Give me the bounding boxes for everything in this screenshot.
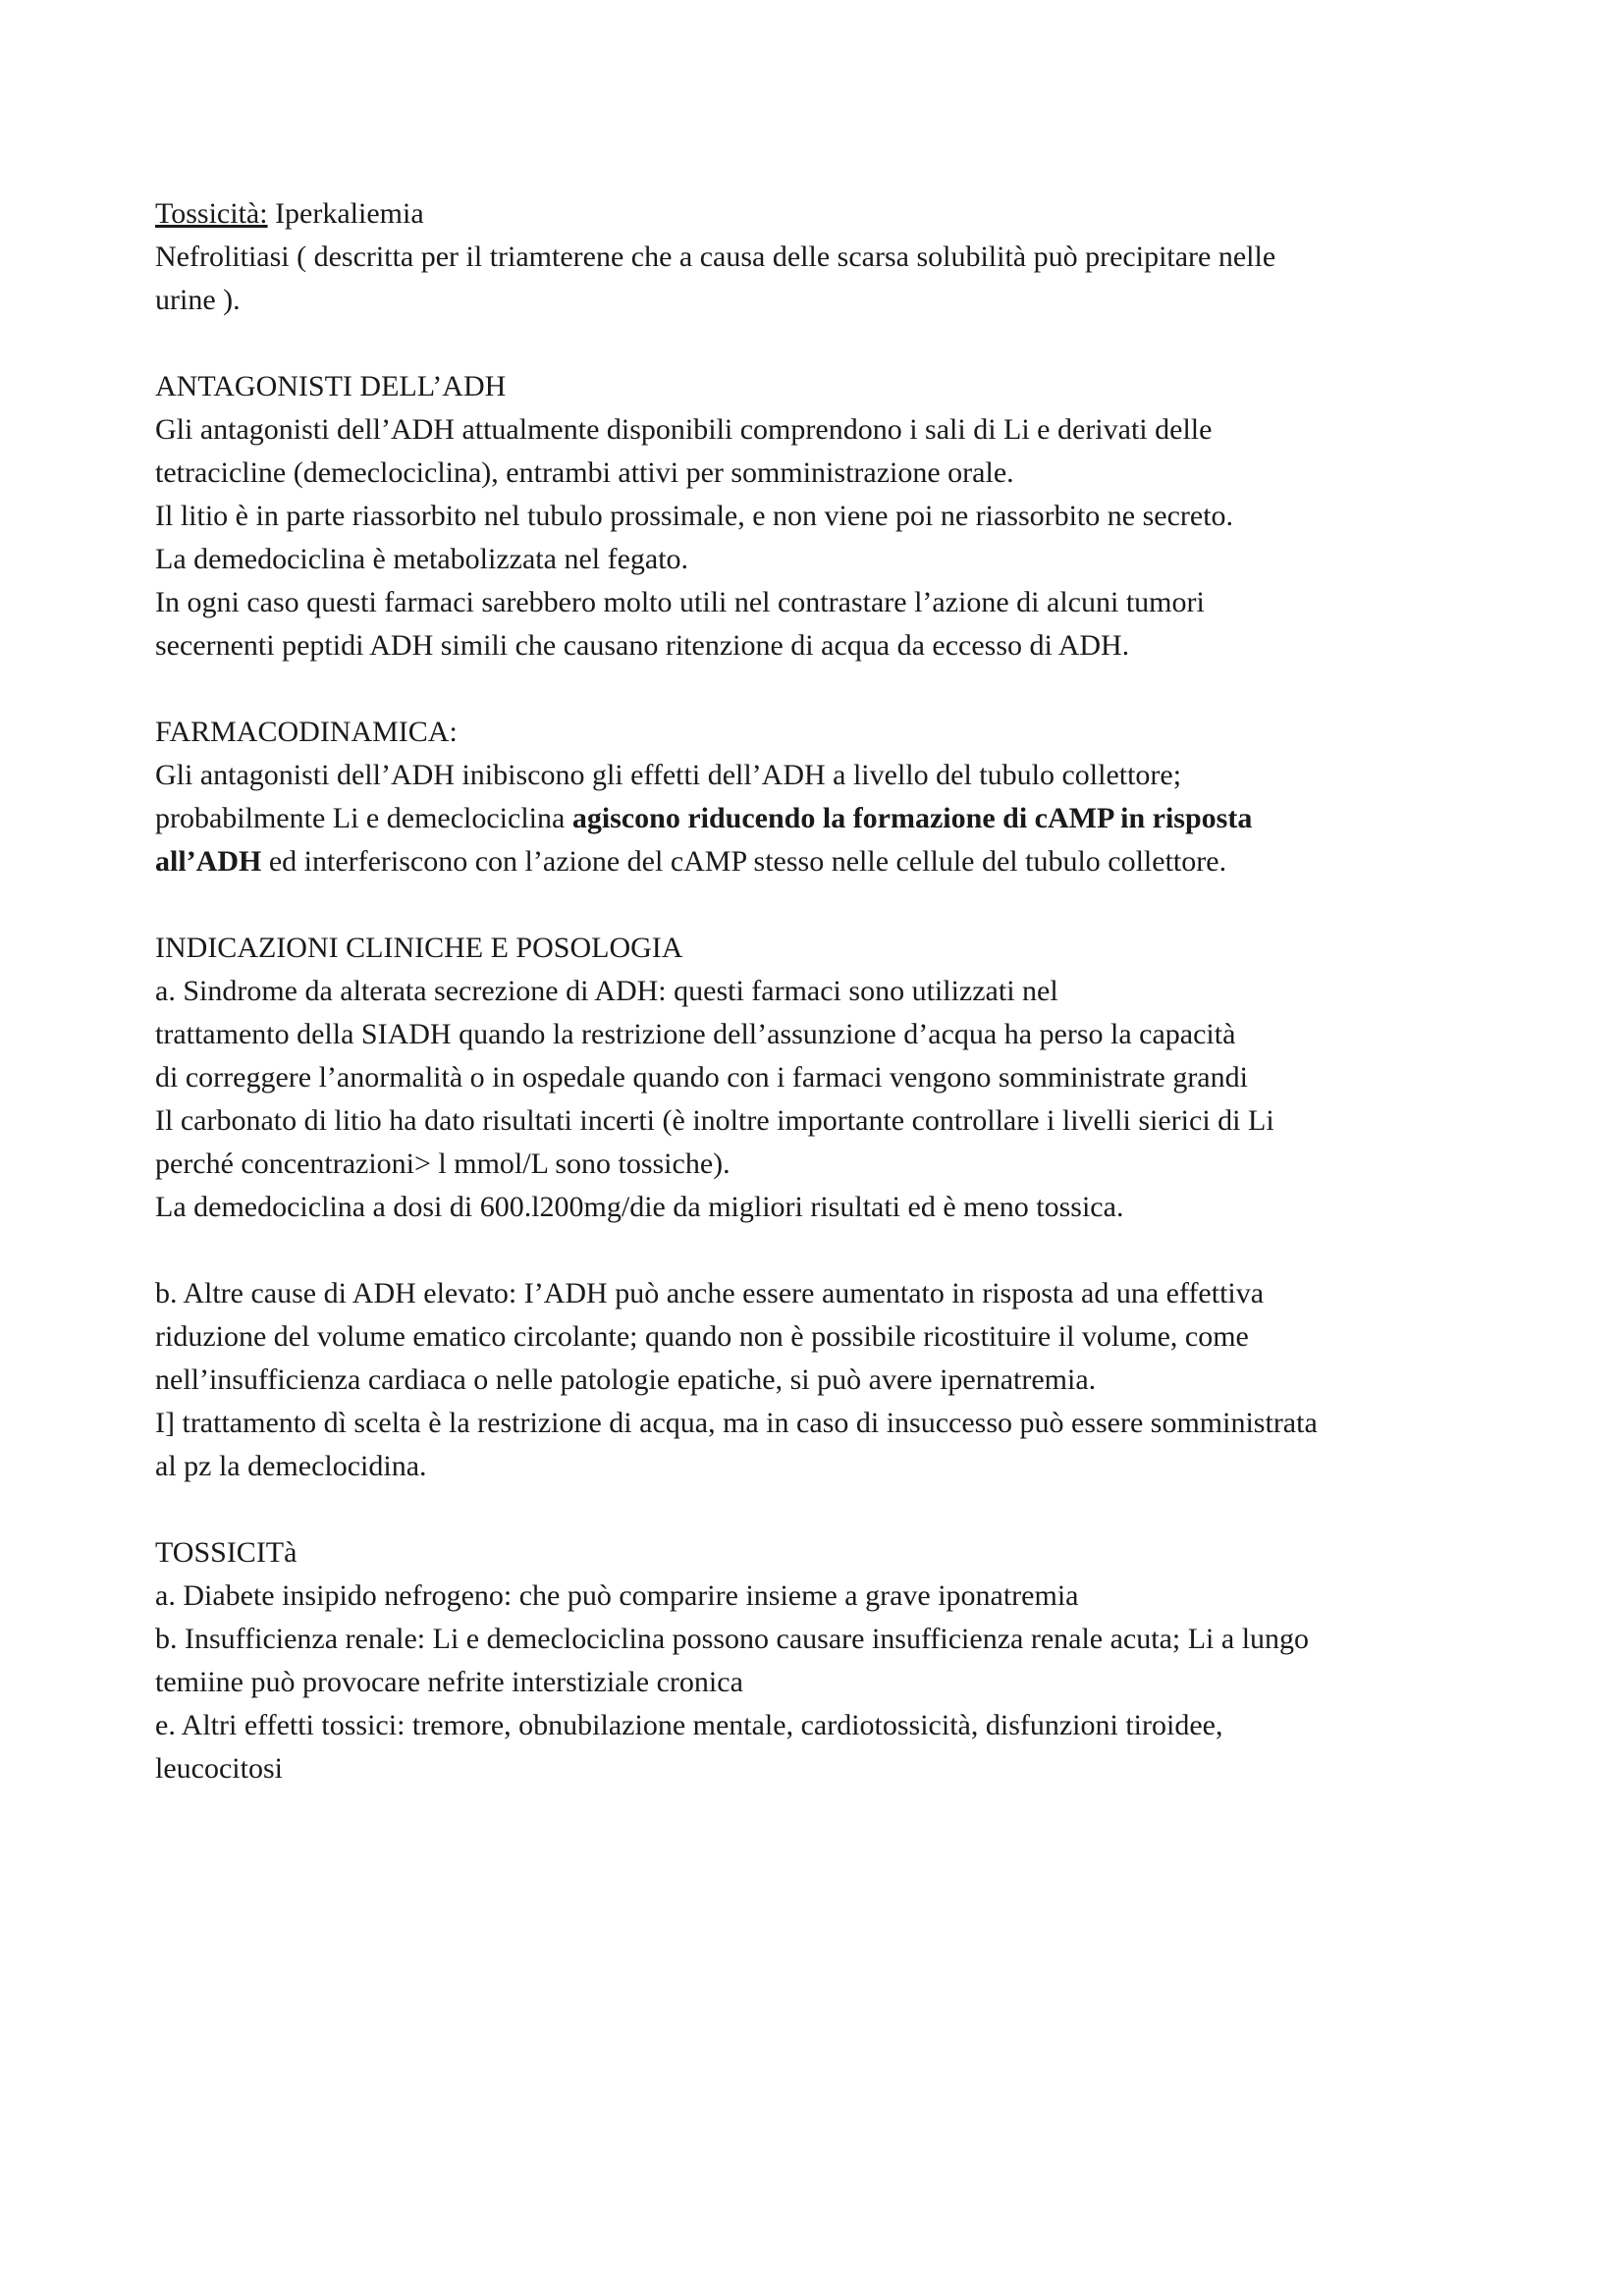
section-heading: ANTAGONISTI DELL’ADH bbox=[155, 370, 507, 402]
paragraph-line: Il carbonato di litio ha dato risultati incerti (è inoltre importante controllare i livelli sierici di Li bbox=[155, 1104, 1274, 1137]
paragraph-line: I] trattamento dì scelta è la restrizione di acqua, ma in caso di insuccesso può essere somministrata bbox=[155, 1407, 1318, 1439]
section-heading: TOSSICITà bbox=[155, 1536, 298, 1569]
section-heading: INDICAZIONI CLINICHE E POSOLOGIA bbox=[155, 932, 683, 964]
paragraph-line: nell’insufficienza cardiaca o nelle patologie epatiche, si può avere ipernatremia. bbox=[155, 1363, 1097, 1396]
paragraph-line: perché concentrazioni> l mmol/L sono tossiche). bbox=[155, 1148, 730, 1180]
paragraph-line bbox=[155, 840, 1490, 883]
toxicity-line bbox=[155, 192, 1490, 236]
paragraph-line: riduzione del volume ematico circolante; quando non è possibile ricostituire il volume, come bbox=[155, 1320, 1249, 1353]
text-run: probabilmente Li e demeclociclina bbox=[155, 802, 572, 834]
section-heading: FARMACODINAMICA: bbox=[155, 716, 458, 748]
paragraph-line: Gli antagonisti dell’ADH attualmente disponibili comprendono i sali di Li e derivati delle bbox=[155, 413, 1213, 446]
paragraph-line: leucocitosi bbox=[155, 1752, 283, 1785]
paragraph-line: La demedociclina è metabolizzata nel fegato. bbox=[155, 543, 689, 575]
document-page bbox=[155, 192, 1490, 1790]
paragraph-line: di correggere l’anormalità o in ospedale quando con i farmaci vengono somministrate grandi bbox=[155, 1061, 1248, 1094]
paragraph-line: Il litio è in parte riassorbito nel tubulo prossimale, e non viene poi ne riassorbito ne secreto. bbox=[155, 500, 1234, 532]
paragraph-line: In ogni caso questi farmaci sarebbero molto utili nel contrastare l’azione di alcuni tumori bbox=[155, 586, 1205, 618]
bold-text-run: all’ADH bbox=[155, 845, 262, 878]
toxicity-value: Iperkaliemia bbox=[267, 197, 424, 230]
paragraph-line: a. Sindrome da alterata secrezione di ADH: questi farmaci sono utilizzati nel bbox=[155, 975, 1058, 1007]
paragraph-line: al pz la demeclocidina. bbox=[155, 1450, 427, 1482]
paragraph-line: temiine può provocare nefrite interstiziale cronica bbox=[155, 1666, 743, 1698]
text-run: ed interferiscono con l’azione del cAMP stesso nelle cellule del tubulo collettore. bbox=[261, 845, 1227, 878]
paragraph-line: tetracicline (demeclociclina), entrambi attivi per somministrazione orale. bbox=[155, 456, 1014, 489]
paragraph-line: a. Diabete insipido nefrogeno: che può comparire insieme a grave iponatremia bbox=[155, 1579, 1079, 1612]
paragraph-line: b. Altre cause di ADH elevato: I’ADH può anche essere aumentato in risposta ad una effettiva bbox=[155, 1277, 1265, 1309]
paragraph-line: Gli antagonisti dell’ADH inibiscono gli effetti dell’ADH a livello del tubulo collettore; bbox=[155, 759, 1182, 791]
paragraph-line: Nefrolitiasi ( descritta per il triamterene che a causa delle scarsa solubilità può precipitare nelle bbox=[155, 240, 1276, 273]
paragraph-line: secernenti peptidi ADH simili che causano ritenzione di acqua da eccesso di ADH. bbox=[155, 629, 1130, 662]
paragraph-line: trattamento della SIADH quando la restrizione dell’assunzione d’acqua ha perso la capacità bbox=[155, 1018, 1236, 1050]
paragraph-line: La demedociclina a dosi di 600.l200mg/die da migliori risultati ed è meno tossica. bbox=[155, 1191, 1124, 1223]
toxicity-label: Tossicità: bbox=[155, 197, 268, 230]
paragraph-line: b. Insufficienza renale: Li e demeclociclina possono causare insufficienza renale acuta; Li a lungo bbox=[155, 1623, 1310, 1655]
bold-text-run: agiscono riducendo la formazione di cAMP in risposta bbox=[571, 802, 1253, 834]
paragraph-line bbox=[155, 797, 1490, 840]
paragraph-line: urine ). bbox=[155, 284, 241, 316]
paragraph-line: e. Altri effetti tossici: tremore, obnubilazione mentale, cardiotossicità, disfunzioni tiroidee, bbox=[155, 1709, 1223, 1741]
